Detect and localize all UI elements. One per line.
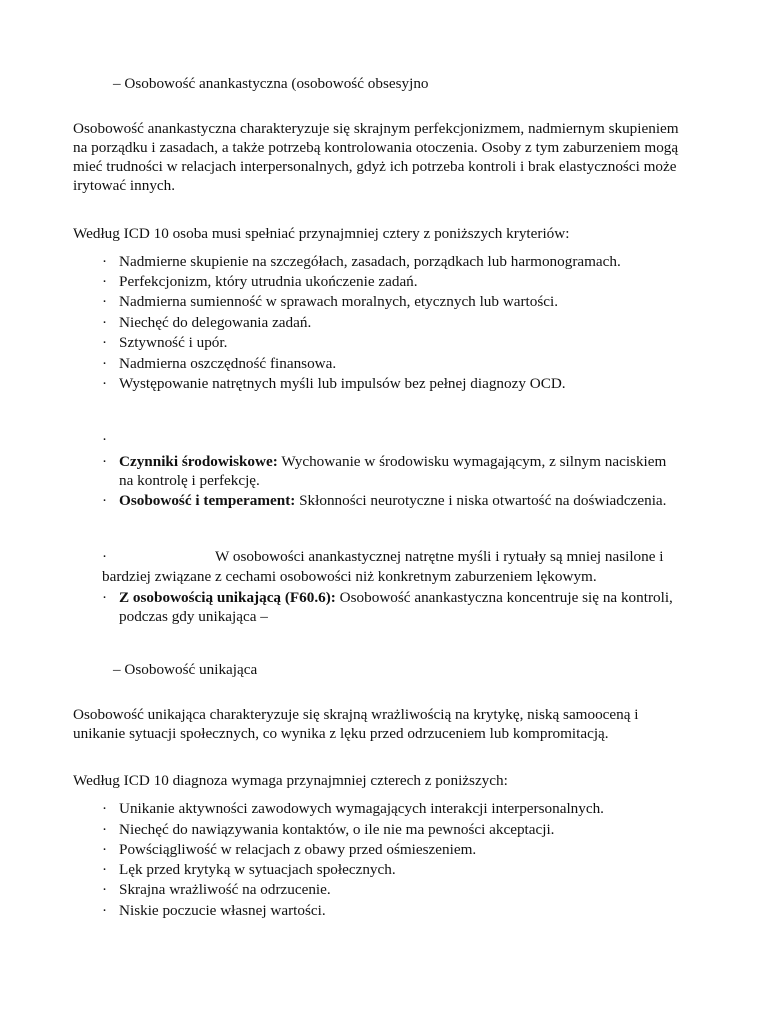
criteria-intro: Według ICD 10 diagnoza wymaga przynajmniej czterech z poniższych: <box>73 772 508 789</box>
paragraph-line: mieć trudności w relacjach interpersonalnych, gdyż ich potrzeba kontroli i brak elastyczności może <box>73 158 677 175</box>
paragraph-line: na porządku i zasadach, a także potrzebą kontrolowania otoczenia. Osoby z tym zaburzeniem mogą <box>73 139 679 156</box>
list-item-text: Niechęć do delegowania zadań. <box>119 314 312 331</box>
section-heading-anankastic: – Osobowość anankastyczna (osobowość obsesyjno <box>113 75 429 92</box>
section-heading-avoidant: – Osobowość unikająca <box>113 661 258 678</box>
empty-bullet: · <box>102 431 108 448</box>
list-item-continuation: bardziej związane z cechami osobowości niż konkretnym zaburzeniem lękowym. <box>102 568 597 585</box>
list-item-text: Lęk przed krytyką w sytuacjach społecznych. <box>119 861 396 878</box>
paragraph-line: unikanie sytuacji społecznych, co wynika z lęku przed odrzuceniem lub kompromitacją. <box>73 725 609 742</box>
paragraph-line: Osobowość anankastyczna charakteryzuje się skrajnym perfekcjonizmem, nadmiernym skupieniem <box>73 120 679 137</box>
bullet: · <box>102 492 108 509</box>
comparison-text: Osobowość anankastyczna koncentruje się na kontroli, <box>335 589 673 606</box>
bullet: · <box>102 253 108 270</box>
list-item-continuation: na kontrolę i perfekcję. <box>119 472 260 489</box>
bullet: · <box>102 375 108 392</box>
bullet: · <box>102 334 108 351</box>
factor-label: Czynniki środowiskowe: <box>119 453 278 470</box>
bullet: · <box>102 800 108 817</box>
bullet: · <box>102 821 108 838</box>
list-item-text: Powściągliwość w relacjach z obawy przed ośmieszeniem. <box>119 841 477 858</box>
list-item-text: Nadmierne skupienie na szczegółach, zasadach, porządkach lub harmonogramach. <box>119 253 621 270</box>
list-item-text <box>119 491 666 511</box>
list-item-text: Skrajna wrażliwość na odrzucenie. <box>119 881 331 898</box>
bullet: · <box>102 548 108 565</box>
list-item-text: W osobowości anankastycznej natrętne myśli i rytuały są mniej nasilone i <box>215 548 664 565</box>
factor-text: Skłonności neurotyczne i niska otwartość na doświadczenia. <box>295 492 667 509</box>
list-item-text: Perfekcjonizm, który utrudnia ukończenie zadań. <box>119 273 418 290</box>
bullet: · <box>102 881 108 898</box>
factor-text: Wychowanie w środowisku wymagającym, z silnym naciskiem <box>277 453 667 470</box>
list-item-text: Występowanie natrętnych myśli lub impulsów bez pełnej diagnozy OCD. <box>119 375 566 392</box>
paragraph-line: Osobowość unikająca charakteryzuje się skrajną wrażliwością na krytykę, niską samooceną i <box>73 706 639 723</box>
list-item-text: Nadmierna sumienność w sprawach moralnych, etycznych lub wartości. <box>119 293 559 310</box>
bullet: · <box>102 453 108 470</box>
criteria-intro: Według ICD 10 osoba musi spełniać przynajmniej cztery z poniższych kryteriów: <box>73 225 570 242</box>
list-item-text: Sztywność i upór. <box>119 334 228 351</box>
paragraph-line: irytować innych. <box>73 177 176 194</box>
bullet: · <box>102 902 108 919</box>
factor-label: Osobowość i temperament: <box>119 492 296 509</box>
bullet: · <box>102 293 108 310</box>
comparison-label: Z osobowością unikającą (F60.6): <box>119 589 336 606</box>
list-item-text: Niechęć do nawiązywania kontaktów, o ile nie ma pewności akceptacji. <box>119 821 555 838</box>
bullet: · <box>102 589 108 606</box>
bullet: · <box>102 355 108 372</box>
list-item-continuation: podczas gdy unikająca – <box>119 608 268 625</box>
bullet: · <box>102 273 108 290</box>
list-item-text: Niskie poczucie własnej wartości. <box>119 902 326 919</box>
list-item-text: Nadmierna oszczędność finansowa. <box>119 355 337 372</box>
bullet: · <box>102 861 108 878</box>
list-item-text <box>119 452 666 472</box>
bullet: · <box>102 841 108 858</box>
list-item-text <box>119 588 673 608</box>
bullet: · <box>102 314 108 331</box>
list-item-text: Unikanie aktywności zawodowych wymagających interakcji interpersonalnych. <box>119 800 604 817</box>
